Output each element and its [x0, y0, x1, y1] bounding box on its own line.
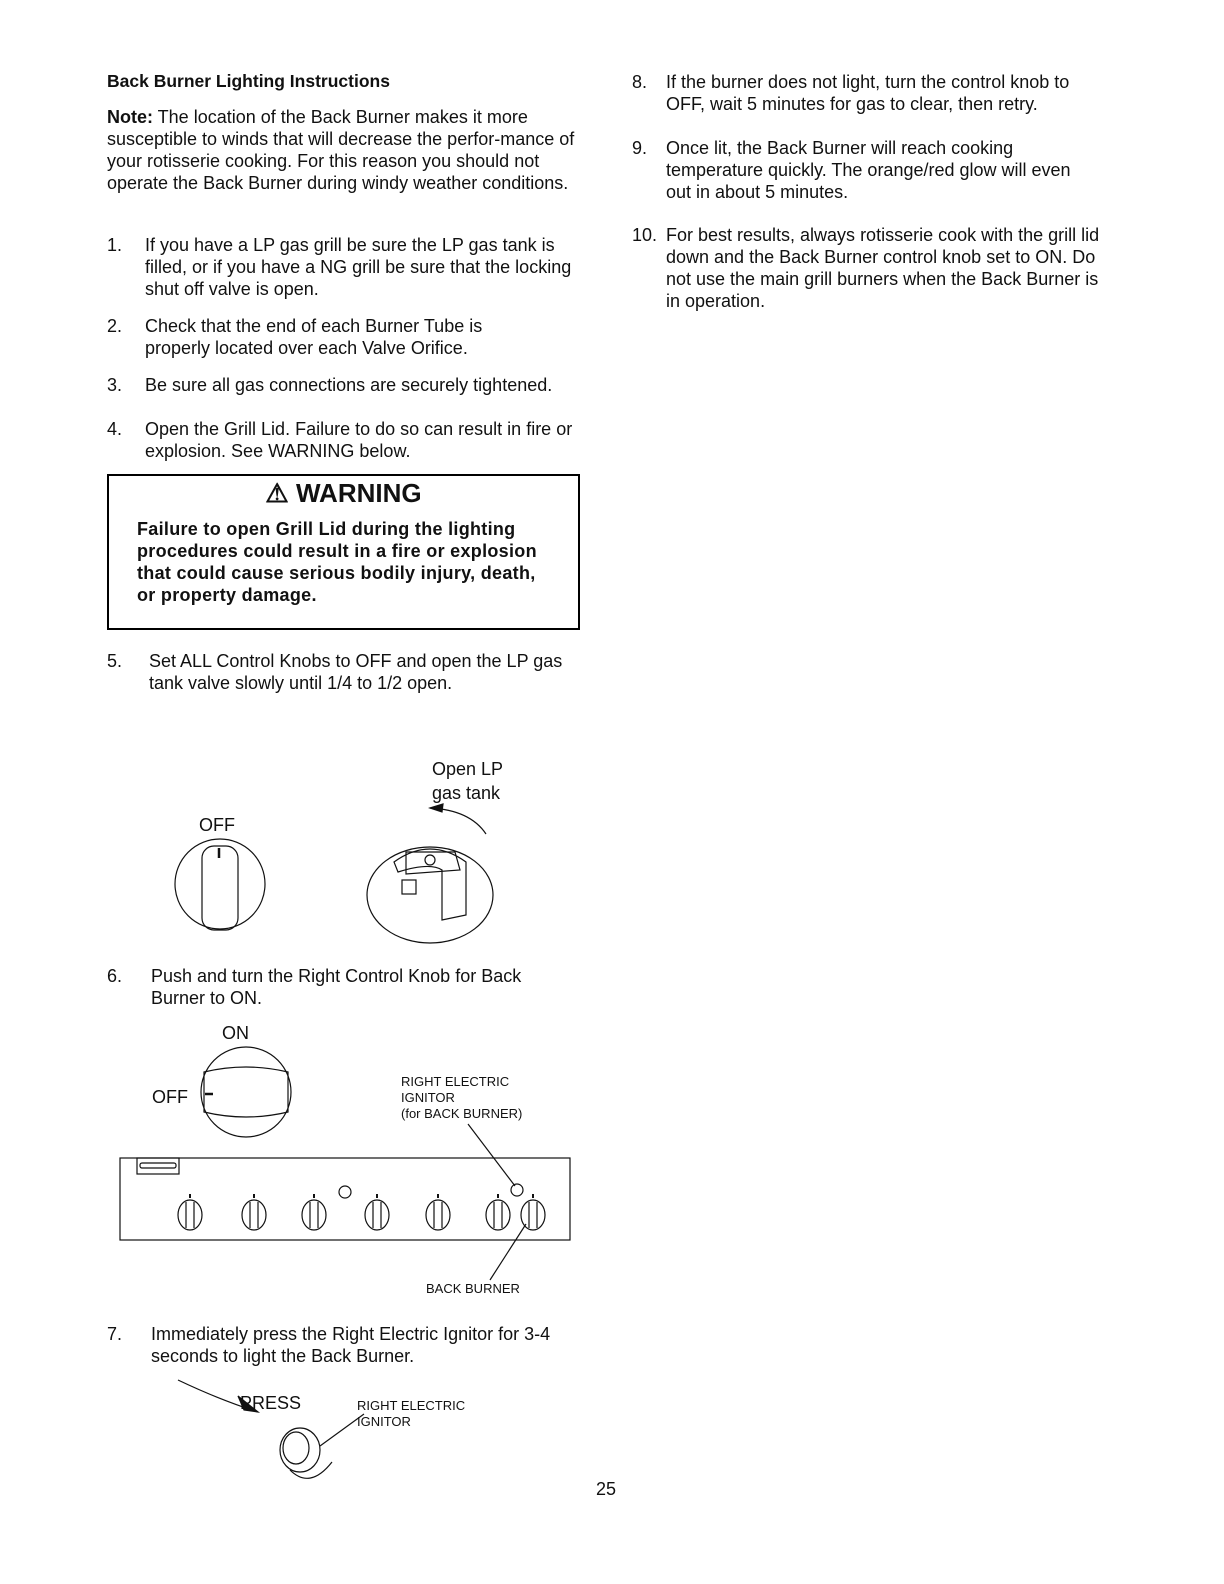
- press-label: PRESS: [240, 1393, 302, 1413]
- open-lp-line1: Open LP: [432, 759, 504, 779]
- ignitor-line3: (for BACK BURNER): [401, 1106, 523, 1121]
- step-text: If the burner does not light, turn the control knob to OFF, wait 5 minutes for gas to clear, then retry.: [666, 72, 1070, 114]
- step-number: 4.: [107, 419, 123, 439]
- control-knob-icon: [426, 1194, 450, 1230]
- step-number: 8.: [632, 72, 648, 92]
- lp-tank-valve-icon: [367, 804, 493, 943]
- ignitor-leader-line: [468, 1124, 515, 1186]
- step-number: 3.: [107, 375, 123, 395]
- control-knob-icon: [178, 1194, 202, 1230]
- step-number: 10.: [632, 225, 658, 245]
- ignitor-line2: IGNITOR: [357, 1414, 411, 1429]
- step-7: [107, 1323, 577, 1367]
- press-ignitor-label: [357, 1398, 465, 1430]
- step-text: Check that the end of each Burner Tube is properly located over each Valve Orifice.: [145, 316, 483, 358]
- warning-text: Failure to open Grill Lid during the lighting procedures could result in a fire or explosion that could cause serious bodily injury, death, or property damage.: [137, 519, 537, 605]
- warning-triangle-icon: ⚠: [265, 478, 289, 508]
- section-heading: Back Burner Lighting Instructions: [107, 71, 390, 91]
- step-text: Immediately press the Right Electric Ignitor for 3-4 seconds to light the Back Burner.: [151, 1324, 551, 1366]
- step-number: 7.: [107, 1324, 123, 1344]
- note-label: Note:: [107, 107, 153, 127]
- knob-off-label: OFF: [199, 815, 235, 835]
- step-number: 9.: [632, 138, 648, 158]
- back-burner-label: BACK BURNER: [426, 1281, 520, 1296]
- control-knob-icon: [302, 1194, 326, 1230]
- right-ignitor-label: [401, 1074, 522, 1122]
- step-text: Open the Grill Lid. Failure to do so can result in fire or explosion. See WARNING below.: [145, 419, 573, 461]
- off-knob-icon: [175, 839, 265, 930]
- ignitor-line1: RIGHT ELECTRIC: [357, 1398, 466, 1413]
- ignitor-line2: IGNITOR: [401, 1090, 455, 1105]
- warning-title-text: WARNING: [295, 478, 422, 508]
- control-knobs: [178, 1194, 545, 1230]
- step-9: [632, 137, 1082, 203]
- control-knob-icon: [365, 1194, 389, 1230]
- step-text: Push and turn the Right Control Knob for Back Burner to ON.: [151, 966, 522, 1008]
- on-knob-icon: [201, 1047, 291, 1137]
- back-burner-leader-line: [490, 1224, 526, 1280]
- step-text: Set ALL Control Knobs to OFF and open the LP gas tank valve slowly until 1/4 to 1/2 open.: [149, 651, 563, 693]
- knob-on-label: ON: [222, 1023, 249, 1043]
- control-knob-icon: [521, 1194, 545, 1230]
- control-knob-icon: [242, 1194, 266, 1230]
- step-8: [632, 71, 1112, 115]
- open-lp-line2: gas tank: [432, 783, 501, 803]
- step-number: 5.: [107, 651, 123, 671]
- knob-off-label-2: OFF: [152, 1087, 188, 1107]
- step-number: 6.: [107, 966, 123, 986]
- step-text: Once lit, the Back Burner will reach cooking temperature quickly. The orange/red glow will even out in about 5 minutes.: [666, 138, 1071, 202]
- page-number: 25: [596, 1479, 617, 1499]
- step-text: For best results, always rotisserie cook with the grill lid down and the Back Burner control knob set to ON. Do not use the main grill burners when the Back Burner is in operation.: [666, 225, 1100, 311]
- step-text: If you have a LP gas grill be sure the LP gas tank is filled, or if you have a NG grill be sure that the locking shut off valve is open.: [145, 235, 572, 299]
- step-number: 2.: [107, 316, 123, 336]
- step-text: Be sure all gas connections are securely tightened.: [145, 375, 553, 395]
- step-10: [632, 224, 1112, 312]
- control-knob-icon: [486, 1194, 510, 1230]
- step-6: [107, 965, 577, 1009]
- step-number: 1.: [107, 235, 123, 255]
- ignitor-line1: RIGHT ELECTRIC: [401, 1074, 510, 1089]
- note-text: The location of the Back Burner makes it more susceptible to winds that will decrease the perfor-mance of your rotisserie cooking. For this reason you should not operate the Back Burner during windy weather conditions.: [107, 107, 575, 193]
